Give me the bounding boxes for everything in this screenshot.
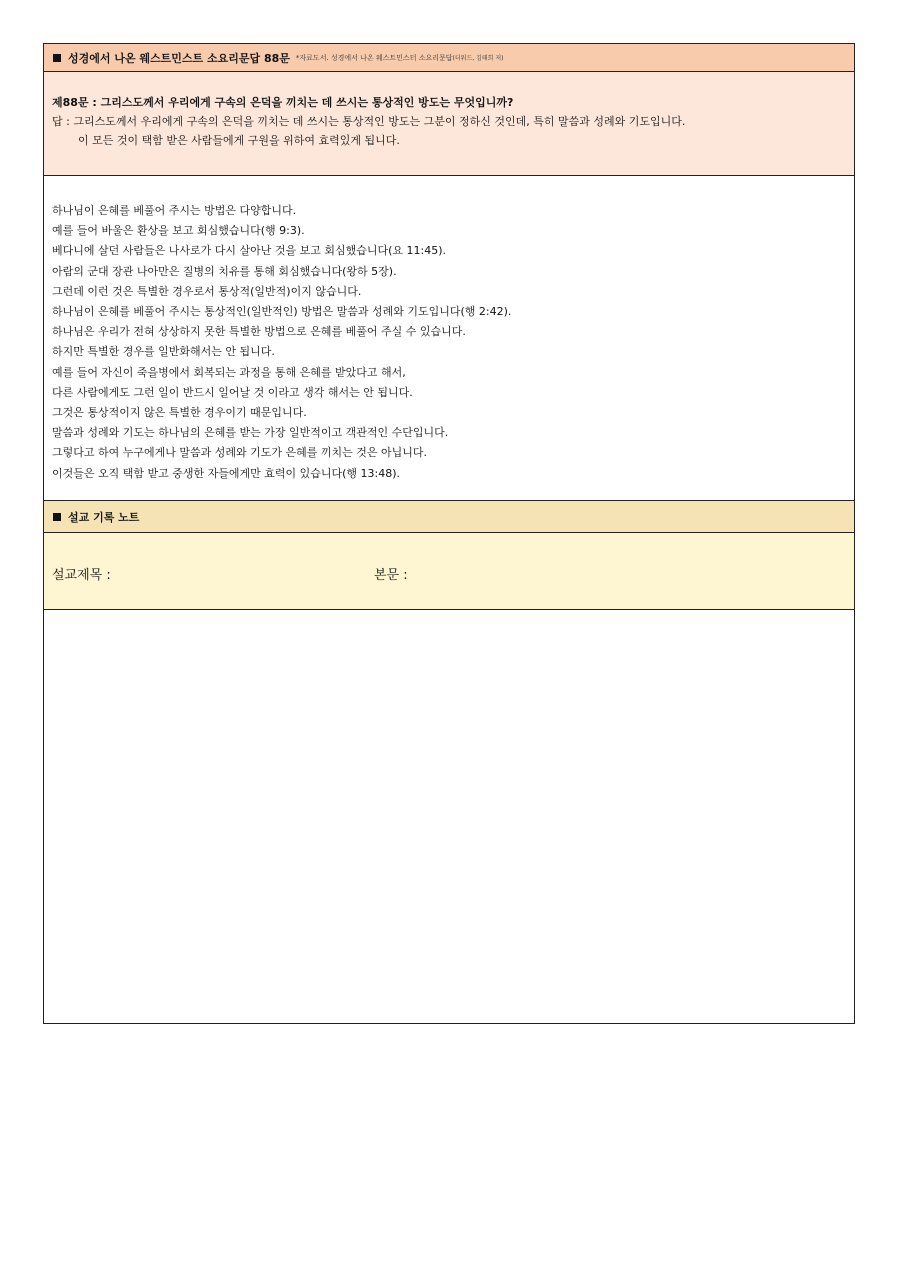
body-line: 예를 들어 자신이 죽을병에서 회복되는 과정을 통해 은혜를 받았다고 해서, (52, 365, 406, 379)
body-line: 하나님이 은혜를 베풀어 주시는 방법은 다양합니다. (52, 204, 297, 217)
body-line: 다른 사람에게도 그런 일이 반드시 일어날 것 이라고 생각 해서는 안 됩니다. (52, 385, 413, 399)
sermon-notes-area[interactable] (44, 610, 854, 1023)
answer-text-line-2: 이 모든 것이 택함 받은 사람들에게 구원을 위하여 효력있게 됩니다. (78, 134, 400, 147)
sermon-title-label: 설교제목 : (52, 568, 111, 583)
body-line: 하나님은 우리가 전혀 상상하지 못한 특별한 방법으로 은혜를 베풀어 주실 수 있습니다. (52, 325, 466, 339)
body-line: 아람의 군대 장관 나아만은 질병의 치유를 통해 회심했습니다(왕하 5장). (52, 264, 397, 278)
source-author: (더워드, 김태희 저) (452, 54, 504, 62)
sermon-notes-title: 설교 기록 노트 (68, 510, 140, 524)
question-text: 제88문 : 그리스도께서 우리에게 구속의 은덕을 끼치는 데 쓰시는 통상적인 방도는 무엇입니까? (52, 96, 514, 109)
sermon-fields (44, 533, 854, 610)
source-prefix: *자료도서. 성경에서 나온 웨스트민스터 소요리문답 (295, 53, 453, 62)
scripture-label: 본문 : (374, 568, 408, 583)
catechism-header (44, 44, 854, 72)
square-bullet-icon (53, 54, 61, 62)
body-line: 말씀과 성례와 기도는 하나님의 은혜를 받는 가장 일반적이고 객관적인 수단입니다. (52, 426, 449, 440)
square-bullet-icon (53, 513, 61, 521)
source-note (296, 53, 504, 63)
body-line: 그것은 통상적이지 않은 특별한 경우이기 때문입니다. (52, 406, 307, 420)
body-line: 하나님이 은혜를 베풀어 주시는 통상적인(일반적인) 방법은 말씀과 성례와 기도입니다(행 2:42). (52, 305, 512, 319)
body-line: 그런데 이런 것은 특별한 경우로서 통상적(일반적)이지 않습니다. (52, 284, 362, 298)
body-line: 예를 들어 바울은 환상을 보고 회심했습니다(행 9:3). (52, 224, 305, 238)
worksheet (43, 43, 855, 1024)
explanation-body (44, 176, 854, 501)
catechism-title: 성경에서 나온 웨스트민스트 소요리문답 88문 (68, 51, 290, 65)
answer-text-line-1: 답 : 그리스도께서 우리에게 구속의 은덕을 끼치는 데 쓰시는 통상적인 방도는 그분이 정하신 것인데, 특히 말씀과 성례와 기도입니다. (52, 115, 686, 128)
sermon-notes-header (44, 501, 854, 533)
body-line: 그렇다고 하여 누구에게나 말씀과 성례와 기도가 은혜를 끼치는 것은 아닙니다. (52, 446, 427, 460)
body-line: 하지만 특별한 경우를 일반화해서는 안 됩니다. (52, 345, 275, 359)
question-answer-box (44, 72, 854, 176)
body-line: 이것들은 오직 택함 받고 중생한 자들에게만 효력이 있습니다(행 13:48). (52, 466, 401, 480)
body-line: 베다니에 살던 사람들은 나사로가 다시 살아난 것을 보고 회심했습니다(요 11:45). (52, 244, 447, 258)
